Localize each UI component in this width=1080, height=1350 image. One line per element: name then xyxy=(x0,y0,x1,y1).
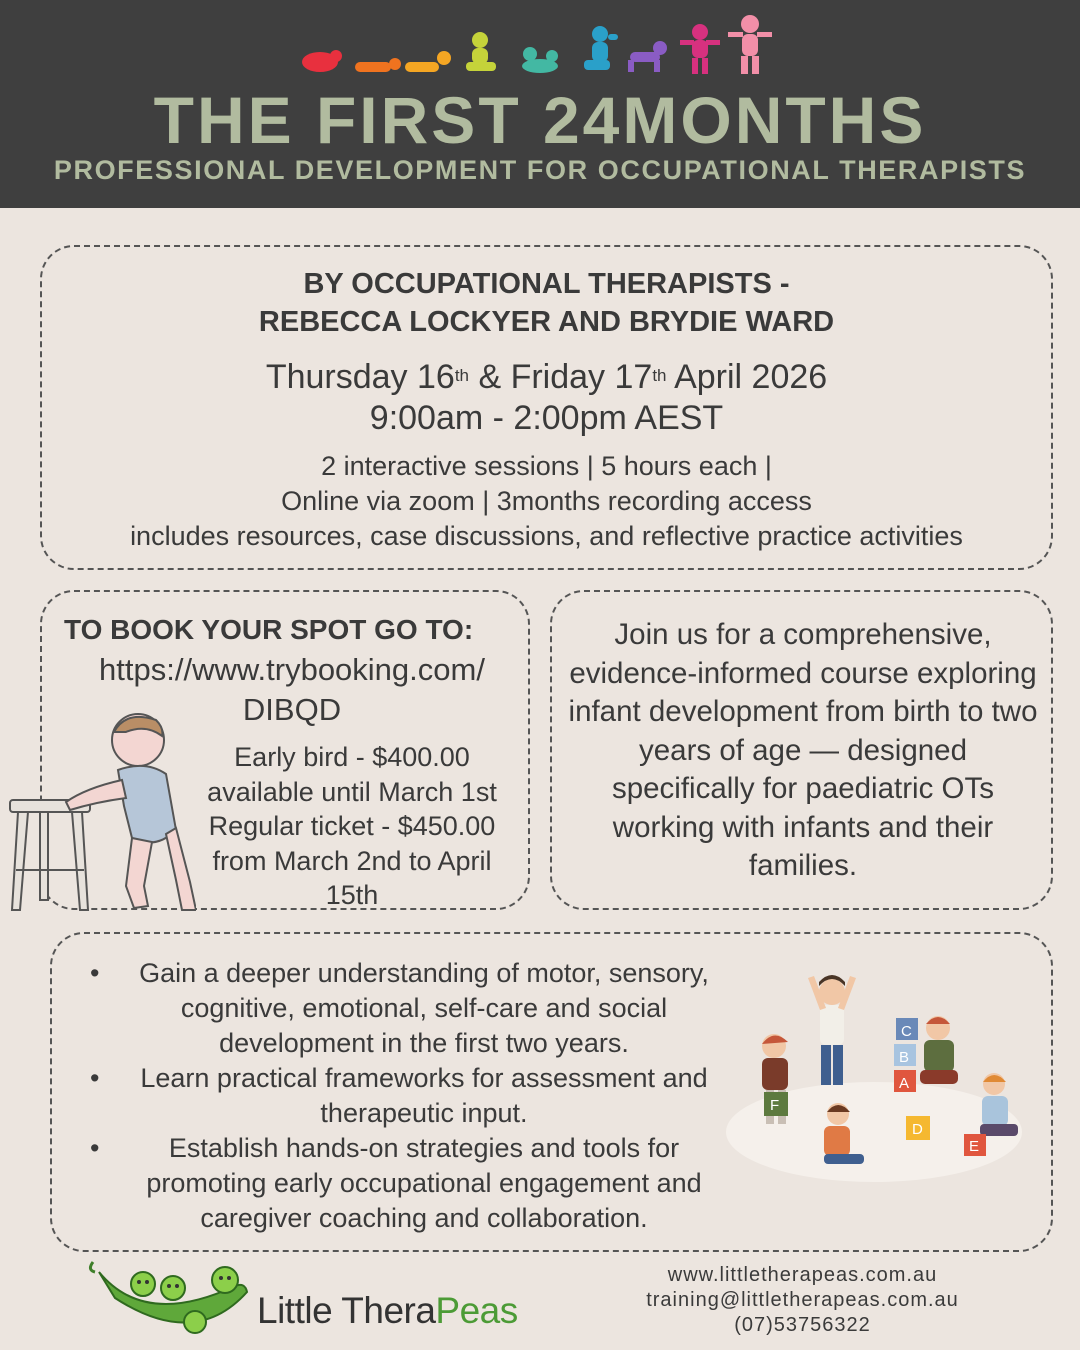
date-day-1: Thursday 16 xyxy=(265,358,455,396)
early-bird-price: Early bird - $400.00 xyxy=(234,742,470,772)
early-bird-deadline: available until March 1st xyxy=(207,776,497,807)
learning-outcomes-list xyxy=(90,956,730,1236)
kneeling-baby-icon xyxy=(584,26,618,70)
girl-arms-up-icon xyxy=(808,975,856,1085)
sessions-line-2: Online via zoom | 3months recording access xyxy=(281,486,812,516)
block-b xyxy=(894,1044,916,1066)
event-details-panel xyxy=(40,245,1053,570)
ticket-prices xyxy=(182,740,522,913)
block-f xyxy=(764,1092,788,1116)
block-label: C xyxy=(901,1023,912,1040)
block-label: E xyxy=(969,1138,980,1155)
baby-milestones-icon-row xyxy=(0,14,1080,74)
sessions-line-3: includes resources, case discussions, and reflective practice activities xyxy=(130,521,963,551)
booking-url-line-1[interactable]: https://www.trybooking.com/ xyxy=(99,652,485,687)
regular-period: from March 2nd to April xyxy=(212,845,492,876)
date-day-1-suffix: th xyxy=(454,366,469,385)
presenters-line-2: REBECCA LOCKYER AND BRYDIE WARD xyxy=(258,306,835,338)
booking-url-line-2[interactable]: DIBQD xyxy=(242,692,342,727)
presenters xyxy=(42,265,1051,341)
lying-baby-icon xyxy=(355,58,401,72)
brand-name xyxy=(257,1290,518,1332)
walking-toddler-icon xyxy=(728,15,772,74)
event-dates xyxy=(42,357,1051,439)
pea-pod-icon xyxy=(85,1258,255,1344)
date-day-2-suffix: th xyxy=(652,366,667,385)
sessions-line-1: 2 interactive sessions | 5 hours each | xyxy=(321,451,772,481)
baby-with-stool-illustration xyxy=(6,710,196,920)
stool-icon xyxy=(10,800,90,910)
tummy-time-icon xyxy=(405,51,451,72)
rolling-baby-icon xyxy=(522,47,558,73)
event-date-line xyxy=(42,357,1051,398)
crawling-baby-icon xyxy=(628,41,667,72)
email-link[interactable]: training@littletherapeas.com.au xyxy=(646,1289,959,1311)
date-month-year: April 2026 xyxy=(666,358,828,396)
standing-baby-icon xyxy=(680,24,720,74)
outcome-item: • Gain a deeper understanding of motor, sensory, cognitive, emotional, self-care and social development in the first two years. xyxy=(90,956,730,1061)
block-d xyxy=(906,1116,930,1140)
boy-stacking-blocks-icon xyxy=(920,1016,958,1084)
block-label: A xyxy=(899,1075,910,1092)
regular-price: Regular ticket - $450.00 xyxy=(208,811,496,841)
block-a xyxy=(894,1070,916,1092)
event-time: 9:00am - 2:00pm AEST xyxy=(369,399,724,437)
block-label: B xyxy=(899,1049,910,1066)
phone-number[interactable]: (07)53756322 xyxy=(734,1314,871,1336)
block-c xyxy=(896,1018,918,1040)
boy-kneeling-icon xyxy=(980,1073,1018,1136)
booking-panel xyxy=(40,590,530,910)
outcome-item: • Learn practical frameworks for assessment and therapeutic input. xyxy=(90,1061,730,1131)
contact-info xyxy=(600,1263,1005,1338)
learning-outcomes-panel xyxy=(50,932,1053,1252)
website-link[interactable]: www.littletherapeas.com.au xyxy=(667,1264,938,1286)
brand-name-part-2: Peas xyxy=(435,1290,518,1331)
date-joiner: & Friday 17 xyxy=(469,358,653,396)
sitting-baby-icon xyxy=(466,32,496,71)
brand-name-part-1: Little Thera xyxy=(257,1290,436,1331)
session-info xyxy=(42,449,1051,554)
regular-period-end: 15th xyxy=(325,880,379,910)
page-subtitle: PROFESSIONAL DEVELOPMENT FOR OCCUPATIONAL THERAPISTS xyxy=(53,155,1027,185)
brand-logo xyxy=(85,1258,555,1344)
block-label: D xyxy=(912,1121,923,1138)
course-description-panel xyxy=(550,590,1053,910)
outcome-item: • Establish hands-on strategies and tools for promoting early occupational engagement and caregiver coaching and collaboration. xyxy=(90,1131,730,1236)
block-e xyxy=(964,1134,986,1156)
page-title: THE FIRST 24MONTHS xyxy=(153,83,927,157)
block-label: F xyxy=(770,1097,780,1114)
children-playing-blocks-illustration xyxy=(724,972,1034,1192)
presenters-line-1: BY OCCUPATIONAL THERAPISTS - xyxy=(303,268,790,300)
booking-heading: TO BOOK YOUR SPOT GO TO: xyxy=(64,614,474,645)
newborn-icon xyxy=(302,50,342,72)
course-description: Join us for a comprehensive, evidence-informed course exploring infant development from birth to two years of age — designed specifically for paediatric OTs working with infants and their families. xyxy=(568,618,1038,882)
header-banner xyxy=(0,0,1080,208)
